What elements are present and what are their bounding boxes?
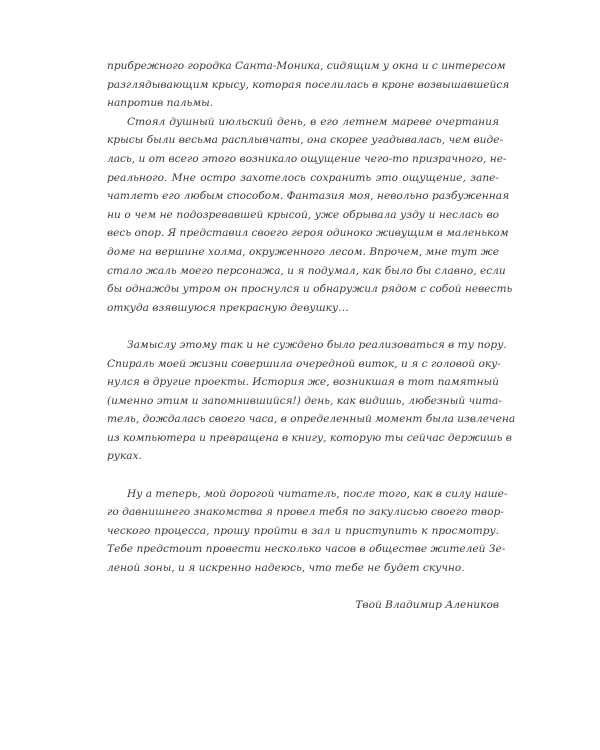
text-line: напротив пальмы. [107, 97, 214, 110]
text-line: весь опор. Я представил своего героя одиноко живущим в маленьком [107, 227, 509, 240]
text-line: стало жаль моего персонажа, и я подумал, как было бы славно, если [107, 264, 506, 277]
text-line: ческого процесса, прошу пройти в зал и приступить к просмотру. [107, 524, 499, 537]
text-line: (именно этим и запомнившийся!) день, как видишь, любезный чита- [107, 394, 502, 407]
text-line: ни о чем не подозревавшей крысой, уже обрывала узду и неслась во [107, 208, 499, 221]
text-line: чатлеть его любым способом. Фантазия моя, невольно разбуженная [107, 190, 510, 203]
text-line: разглядывающим крысу, которая поселилась в кроне возвышавшейся [107, 78, 510, 91]
text-line: доме на вершине холма, окруженного лесом. Впрочем, мне тут же [107, 245, 499, 258]
text-line: Замыслу этому так и не суждено было реализоваться в ту пору. [127, 338, 507, 351]
text-line: леной зоны, и я искренно надеюсь, что тебе не будет скучно. [107, 562, 465, 575]
body-text [107, 57, 516, 615]
text-line: го давнишнего знакомства я провел тебя по закулисью своего твор- [107, 506, 504, 519]
paragraph-gap [107, 317, 499, 336]
text-line: прибрежного городка Санта-Моника, сидящим у окна и с интересом [107, 60, 506, 72]
signature: Твой Владимир Алеников [355, 599, 499, 612]
text-line: Ну а теперь, мой дорогой читатель, после того, как в силу наше- [127, 487, 508, 500]
text-line: бы однажды утром он проснулся и обнаружил рядом с собой невесть [107, 283, 513, 296]
text-line: Тебе предстоит провести несколько часов в обществе жителей Зе- [107, 543, 506, 556]
text-line: из компьютера и превращена в книгу, которую ты сейчас держишь в [107, 431, 512, 444]
text-line: Спираль моей жизни совершила очередной виток, и я с головой оку- [107, 357, 501, 370]
text-line: крысы были весьма расплывчаты, она скорее угадывалась, чем виде- [107, 134, 504, 147]
text-line: нулся в другие проекты. История же, возникшая в тот памятный [107, 376, 499, 389]
text-line: руках. [107, 450, 142, 463]
paragraph-gap [107, 466, 499, 485]
paragraph-gap [107, 578, 499, 597]
text-line: тель, дождалась своего часа, в определенный момент была извлечена [107, 413, 516, 426]
text-line: лась, и от всего этого возникало ощущение чего-то призрачного, не- [107, 152, 507, 165]
text-line: откуда взявшуюся прекрасную девушку… [107, 301, 349, 314]
text-line: реального. Мне остро захотелось сохранить это ощущение, запе- [107, 171, 499, 184]
text-line: Стоял душный июльский день, в его летнем мареве очертания [127, 115, 499, 128]
